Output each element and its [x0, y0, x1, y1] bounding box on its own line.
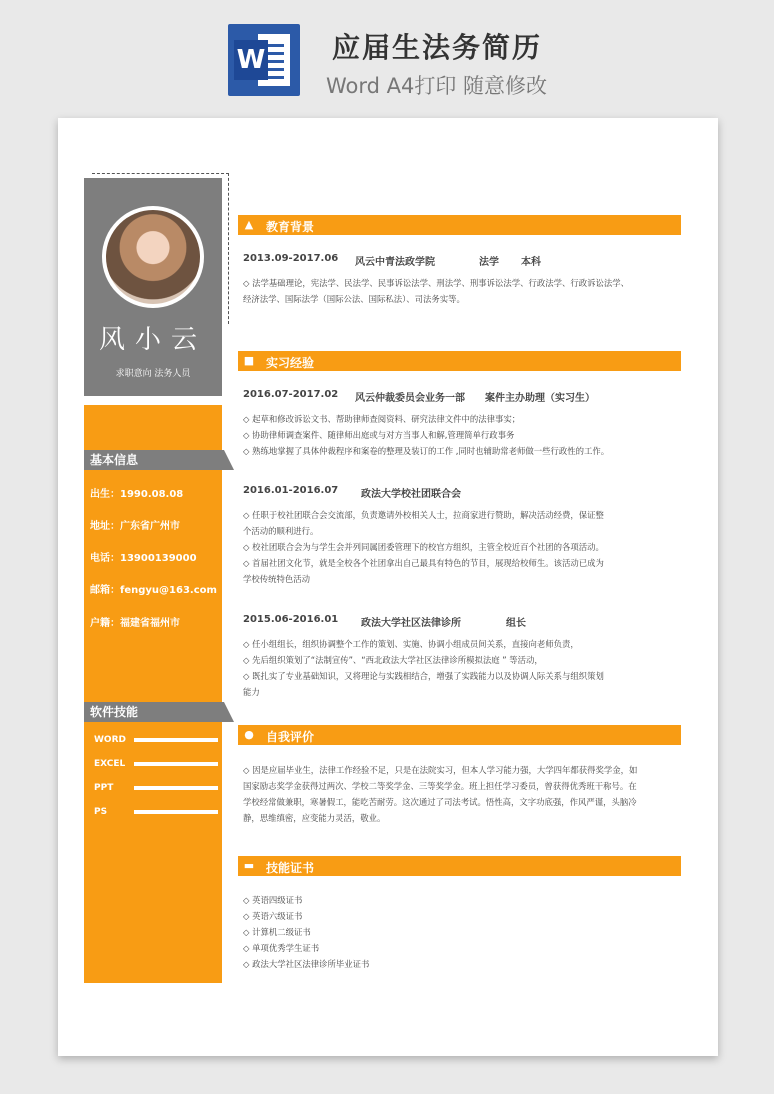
- skill-ppt-bar: [134, 786, 218, 790]
- skill-ps-bar: [134, 810, 218, 814]
- profile-job: 求职意向 法务人员: [115, 369, 191, 379]
- job-desc-2: ◇ 任职于校社团联合会交流部，负责邀请外校相关人士，拉商家进行赞助，解决活动经费，保证整 个活动的顺利进行。 ◇ 校社团联合会为与学生会并列同属团委管理下的校官方组织，主管全校近百个社团的各项活动。 ◇ 首届社团文化节，就是全校各个社团拿出自己最具有特色的节目，展现给校师生。该活动已成为 学校传统特色活动: [243, 510, 604, 584]
- job-desc-1: ◇ 起草和修改诉讼文书、帮助律师查阅资料、研究法律文件中的法律事实； ◇ 协助律师调查案件、随律师出庭或与对方当事人和解,管理简单行政事务 ◇ 熟练地掌握了具体仲裁程序和案卷的整理及装订的工作 ,同时也辅助常老师做一些行政性的工作。: [243, 414, 610, 456]
- cert-item: ◇ 单项优秀学生证书: [243, 943, 320, 953]
- briefcase-icon: ■: [243, 354, 255, 367]
- word-letter: W: [234, 40, 268, 80]
- job-desc-3: ◇ 任小组组长，组织协调整个工作的策划、实施、协调小组成员间关系，直接向老师负责， ◇ 先后组织策划了“法制宣传”、“西北政法大学社区法律诊所模拟法庭 ” 等活动， ◇ 既扎实了专业基础知识，又将理论与实践相结合，增强了实践能力以及协调人际关系与组织策划 能力: [243, 639, 604, 697]
- info-address: 地址：广东省广州市: [90, 521, 180, 532]
- sidebar: [84, 405, 222, 983]
- graduation-cap-icon: ▲: [244, 218, 254, 231]
- person-icon: ●: [244, 728, 254, 741]
- skill-word-bar: [134, 738, 218, 742]
- info-email: 邮箱：fengyu@163.com: [90, 585, 217, 596]
- avatar: [102, 206, 204, 308]
- internship-heading: ■ 实习经验: [238, 351, 681, 371]
- profile-card: [84, 178, 222, 396]
- basic-info-heading: 基本信息: [84, 450, 234, 470]
- self-eval-heading: ● 自我评价: [238, 725, 681, 745]
- resume-page: 风小云 求职意向 法务人员 基本信息 出生：1990.08.08 地址：广东省广州市 电话：13900139000 邮箱：fengyu@163.com 户籍：福建省福州市 软件技能 WORD EXCEL PPT PS ▲ 教育背景 2013.09-2017.06 风云中青法政学院 法学 本科 ◇ 法学基础理论，宪法学、民法学、民事诉讼法学、刑法学、刑事诉讼法学、行政法学、行政诉讼法学、 经济法学、国际法学（国际公法、国际私法）、司法务实等。 ■ 实习经验 2016.07-2017.02 风云仲裁委员会业务一部 案件主办助理（实习生） ◇ 起草和修改诉讼文书、帮助律师查阅资料、研究法律文件中的法律事实； ◇ 协助律师调查案件、随律师出庭或与对方当事人和解,管理简单行政事务 ◇ 熟练地掌握了具体仲裁程序和案卷的整理及装订的工作 ,同时也辅助常老师做一些行政性的工作。 2016.01-2016.07 政法大学校社团联合会 ◇ 任职于校社团联合会交流部，负责邀请外校相关人士，拉商家进行赞助，解决活动经费，保证整 个活动的顺利进行。 ◇ 校社团联合会为与学生会并列同属团委管理下的校官方组织，主管全校近百个社团的各项活动。 ◇ 首届社团文化节，就是全校各个社团拿出自己最具有特色的节目，展现给校师生。该活动已成为 学校传统特色活动 2015.06-2016.01 政法大学社区法律诊所 组长 ◇ 任小组组长，组织协调整个工作的策划、实施、协调小组成员间关系，直接向老师负责， ◇ 先后组织策划了“法制宣传”、“西北政法大学社区法律诊所模拟法庭 ” 等活动， ◇ 既扎实了专业基础知识，又将理论与实践相结合，增强了实践能力以及协调人际关系与组织策划 能力 ● 自我评价 ◇ 因是应届毕业生，法律工作经验不足，只是在法院实习，但本人学习能力强，大学四年都获得奖学金，如 国家励志奖学金获得过两次、学校二等奖学金、三等奖学金。班上担任学习委员，曾获得优秀班干称号。在 学校经常做兼职，寒暑假工，能吃苦耐劳。这次通过了司法考试。悟性高，文字功底强，作风严谨，头脑冷 静，思维缜密，应变能力灵活，敬业。 ▬ 技能证书 ◇ 英语四级证书 ◇ 英语六级证书 ◇ 计算机二级证书 ◇ 单项优秀学生证书 ◇ 政法大学社区法律诊所毕业证书: [58, 118, 718, 1056]
- skill-ppt-label: PPT: [94, 783, 114, 793]
- cert-item: ◇ 政法大学社区法律诊所毕业证书: [243, 959, 370, 969]
- word-logo-icon: [228, 24, 300, 96]
- education-desc: ◇ 法学基础理论，宪法学、民法学、民事诉讼法学、刑法学、刑事诉讼法学、行政法学、行政诉讼法学、 经济法学、国际法学（国际公法、国际私法）、司法务实等。: [243, 278, 629, 304]
- cert-item: ◇ 英语六级证书: [243, 911, 303, 921]
- cert-item: ◇ 计算机二级证书: [243, 927, 311, 937]
- header-subtitle: Word A4打印 随意修改: [326, 74, 548, 98]
- skill-excel-label: EXCEL: [94, 759, 126, 769]
- info-birth: 出生：1990.08.08: [90, 489, 184, 500]
- certs-list: [243, 892, 683, 972]
- info-phone: 电话：13900139000: [90, 553, 197, 564]
- skill-word-label: WORD: [94, 735, 126, 745]
- self-eval-text: ◇ 因是应届毕业生，法律工作经验不足，只是在法院实习，但本人学习能力强，大学四年都获得奖学金，如 国家励志奖学金获得过两次、学校二等奖学金、三等奖学金。班上担任学习委员，曾获得优秀班干称号。在 学校经常做兼职，寒暑假工，能吃苦耐劳。这次通过了司法考试。悟性高，文字功底强，作风严谨，头脑冷 静，思维缜密，应变能力灵活，敬业。: [243, 765, 638, 823]
- skill-ps-label: PS: [94, 807, 108, 817]
- certs-heading: ▬ 技能证书: [238, 856, 681, 876]
- skill-excel-bar: [134, 762, 218, 766]
- header-title: 应届生法务简历: [332, 31, 543, 64]
- cert-item: ◇ 英语四级证书: [243, 895, 303, 905]
- book-icon: ▬: [243, 859, 255, 872]
- info-hometown: 户籍：福建省福州市: [90, 618, 180, 629]
- profile-name: 风小云: [98, 325, 207, 355]
- education-heading: ▲ 教育背景: [238, 215, 681, 235]
- skills-heading: 软件技能: [84, 702, 234, 722]
